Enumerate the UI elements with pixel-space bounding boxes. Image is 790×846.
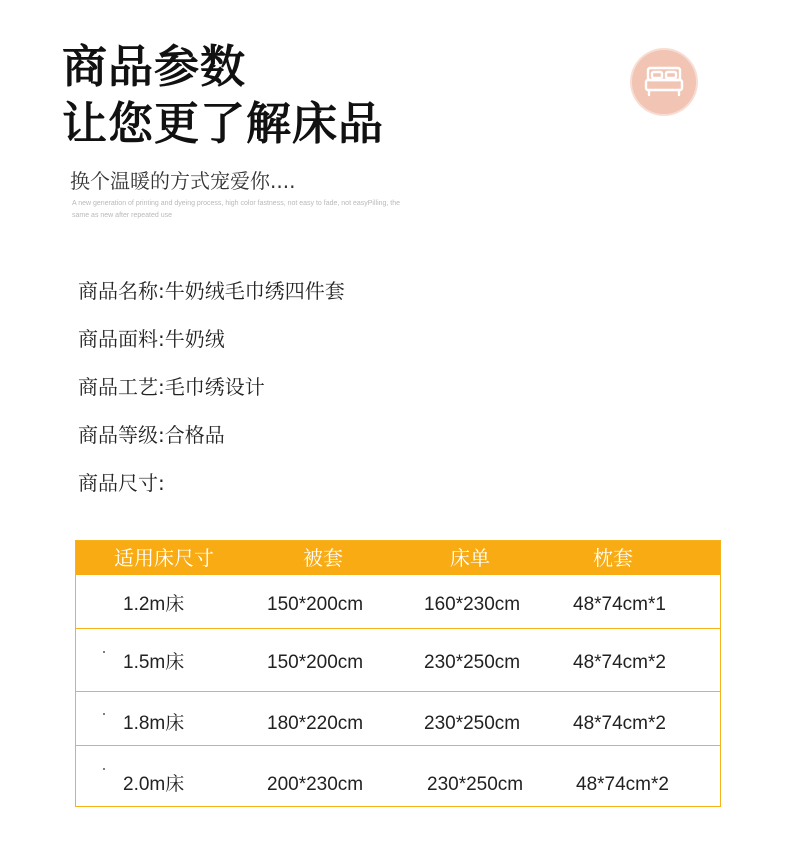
- cell-bed-size: 1.8m床: [123, 713, 185, 734]
- subtitle: 换个温暖的方式宠爱你....: [70, 169, 296, 193]
- param-label: 商品名称:: [78, 279, 165, 303]
- param-label: 商品等级:: [78, 423, 165, 447]
- header-pillowcase: 枕套: [593, 546, 633, 570]
- cell-bed-sheet: 230*250cm: [424, 713, 521, 734]
- param-label: 商品尺寸:: [78, 471, 165, 495]
- stray-dot: [103, 713, 105, 715]
- table-row: [76, 746, 720, 806]
- table-header: [76, 541, 720, 575]
- size-table: [75, 540, 721, 807]
- cell-bed-sheet: 160*230cm: [424, 594, 521, 615]
- english-note: A new generation of printing and dyeing process, high color fastness, not easy to fade, not easyPilling, the same as new after repeated use: [72, 200, 401, 219]
- param-name: [78, 281, 345, 301]
- stray-dot: [103, 651, 105, 653]
- param-value: 毛巾绣设计: [164, 375, 265, 399]
- page-title-line-1: 商品参数: [62, 40, 247, 93]
- cell-duvet-cover: 200*230cm: [267, 774, 364, 795]
- cell-duvet-cover: 180*220cm: [267, 713, 364, 734]
- cell-pillowcase: 48*74cm*2: [573, 713, 666, 734]
- param-label: 商品面料:: [78, 327, 165, 351]
- cell-duvet-cover: 150*200cm: [267, 594, 364, 615]
- param-value: 牛奶绒毛巾绣四件套: [164, 279, 345, 303]
- param-value: 合格品: [164, 423, 225, 447]
- bed-badge: [632, 50, 696, 114]
- param-value: 牛奶绒: [164, 327, 225, 351]
- cell-pillowcase: 48*74cm*2: [576, 774, 669, 795]
- page-title-line-2: 让您更了解床品: [62, 97, 385, 150]
- cell-pillowcase: 48*74cm*1: [573, 594, 666, 615]
- header-bed-sheet: 床单: [450, 546, 490, 570]
- cell-bed-sheet: 230*250cm: [424, 652, 521, 673]
- stray-dot: [103, 768, 105, 770]
- bed-icon: [644, 64, 684, 100]
- param-craft: [78, 377, 265, 397]
- param-size: [78, 473, 165, 493]
- header-bed-size: 适用床尺寸: [114, 546, 214, 570]
- cell-pillowcase: 48*74cm*2: [573, 652, 666, 673]
- cell-bed-size: 1.5m床: [123, 652, 185, 673]
- header-duvet-cover: 被套: [303, 546, 343, 570]
- table-row: [76, 692, 720, 746]
- table-row: [76, 629, 720, 692]
- table-row: [76, 575, 720, 629]
- param-grade: [78, 425, 225, 445]
- param-fabric: [78, 329, 225, 349]
- cell-bed-size: 1.2m床: [123, 594, 185, 615]
- cell-bed-size: 2.0m床: [123, 774, 185, 795]
- param-label: 商品工艺:: [78, 375, 165, 399]
- cell-duvet-cover: 150*200cm: [267, 652, 364, 673]
- cell-bed-sheet: 230*250cm: [427, 774, 524, 795]
